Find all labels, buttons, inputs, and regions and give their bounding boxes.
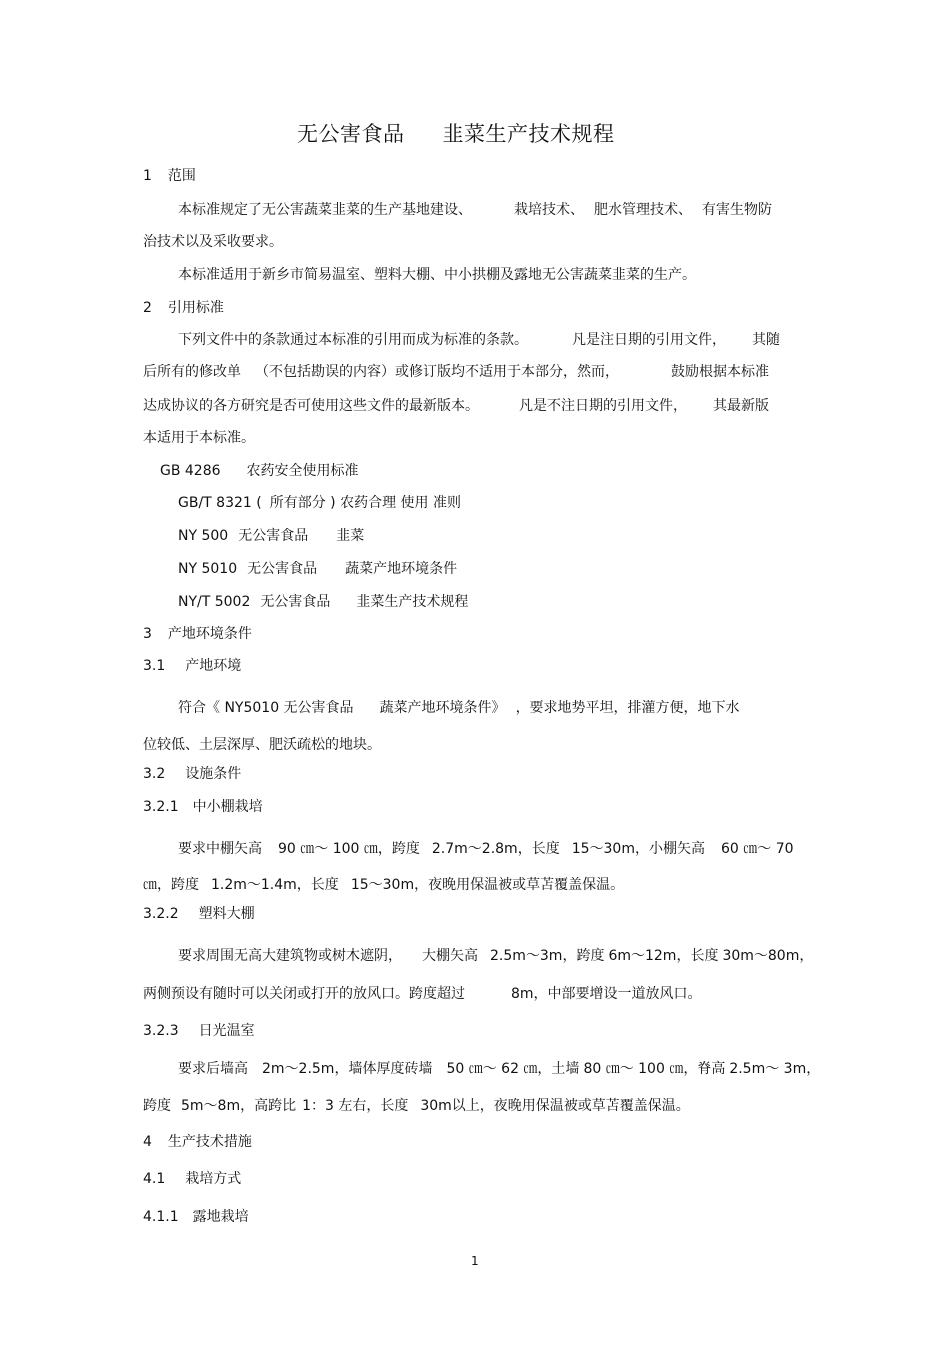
- section-3-2-1-heading: 3.2.1 中小棚栽培: [143, 799, 263, 815]
- section-1-heading: 1 范围: [143, 168, 196, 184]
- paragraph-scope-applicability: 本标准适用于新乡市简易温室、塑料大棚、中小拱棚及露地无公害蔬菜韭菜的生产。: [178, 267, 696, 283]
- reference-item: NY/T 5002 无公害食品 韭菜生产技术规程: [178, 594, 469, 610]
- section-4-heading: 4 生产技术措施: [143, 1134, 252, 1150]
- paragraph-environment-line-1: 符合《 NY5010 无公害食品 蔬菜产地环境条件》 ，要求地势平坦，排灌方便，地下水: [178, 700, 740, 716]
- paragraph-references-line-3: 达成协议的各方研究是否可使用这些文件的最新版本。 凡是不注日期的引用文件， 其最新版: [143, 398, 769, 414]
- paragraph-references-line-1: 下列文件中的条款通过本标准的引用而成为标准的条款。 凡是注日期的引用文件， 其随: [178, 332, 780, 348]
- page-number: 1: [471, 1254, 479, 1268]
- section-4-1-1-heading: 4.1.1 露地栽培: [143, 1209, 249, 1225]
- paragraph-small-tunnel-line-2: ㎝，跨度 1.2m～1.4m，长度 15～30m，夜晚用保温被或草苫覆盖保温。: [143, 877, 625, 893]
- section-3-2-2-heading: 3.2.2 塑料大棚: [143, 906, 255, 922]
- paragraph-references-line-4: 本适用于本标准。: [143, 430, 255, 446]
- section-4-1-heading: 4.1 栽培方式: [143, 1171, 242, 1187]
- section-3-1-heading: 3.1 产地环境: [143, 658, 242, 674]
- reference-item: GB 4286 农药安全使用标准: [160, 463, 359, 479]
- paragraph-scope-line-2: 治技术以及采收要求。: [143, 234, 283, 250]
- paragraph-environment-line-2: 位较低、土层深厚、肥沃疏松的地块。: [143, 737, 381, 753]
- paragraph-solar-greenhouse-line-2: 跨度 5m～8m，高跨比 1：3 左右，长度 30m以上，夜晚用保温被或草苫覆盖保温。: [143, 1098, 690, 1114]
- section-3-2-heading: 3.2 设施条件: [143, 766, 242, 782]
- reference-item: NY 500 无公害食品 韭菜: [178, 528, 365, 544]
- paragraph-scope-line-1: 本标准规定了无公害蔬菜韭菜的生产基地建设、 栽培技术、 肥水管理技术、 有害生物防: [178, 202, 772, 218]
- reference-item: NY 5010 无公害食品 蔬菜产地环境条件: [178, 561, 458, 577]
- paragraph-small-tunnel-line-1: 要求中棚矢高 90 ㎝～ 100 ㎝，跨度 2.7m～2.8m，长度 15～30m，小棚矢高 60 ㎝～ 70: [178, 841, 794, 857]
- paragraph-plastic-greenhouse-line-2: 两侧预设有随时可以关闭或打开的放风口。跨度超过 8m，中部要增设一道放风口。: [143, 986, 702, 1002]
- paragraph-plastic-greenhouse-line-1: 要求周围无高大建筑物或树木遮阴， 大棚矢高 2.5m～3m，跨度 6m～12m，长度 30m～80m，: [178, 948, 814, 964]
- reference-item: GB/T 8321 ( 所有部分 ) 农药合理 使用 准则: [178, 495, 461, 511]
- section-3-2-3-heading: 3.2.3 日光温室: [143, 1023, 255, 1039]
- section-2-heading: 2 引用标准: [143, 300, 224, 316]
- section-3-heading: 3 产地环境条件: [143, 626, 252, 642]
- paragraph-solar-greenhouse-line-1: 要求后墙高 2m～2.5m，墙体厚度砖墙 50 ㎝～ 62 ㎝，土墙 80 ㎝～ 100 ㎝，脊高 2.5m～ 3m，: [178, 1061, 821, 1077]
- document-title: 无公害食品 韭菜生产技术规程: [297, 122, 615, 146]
- paragraph-references-line-2: 后所有的修改单 （不包括勘误的内容）或修订版均不适用于本部分，然而， 鼓励根据本标准: [143, 364, 769, 380]
